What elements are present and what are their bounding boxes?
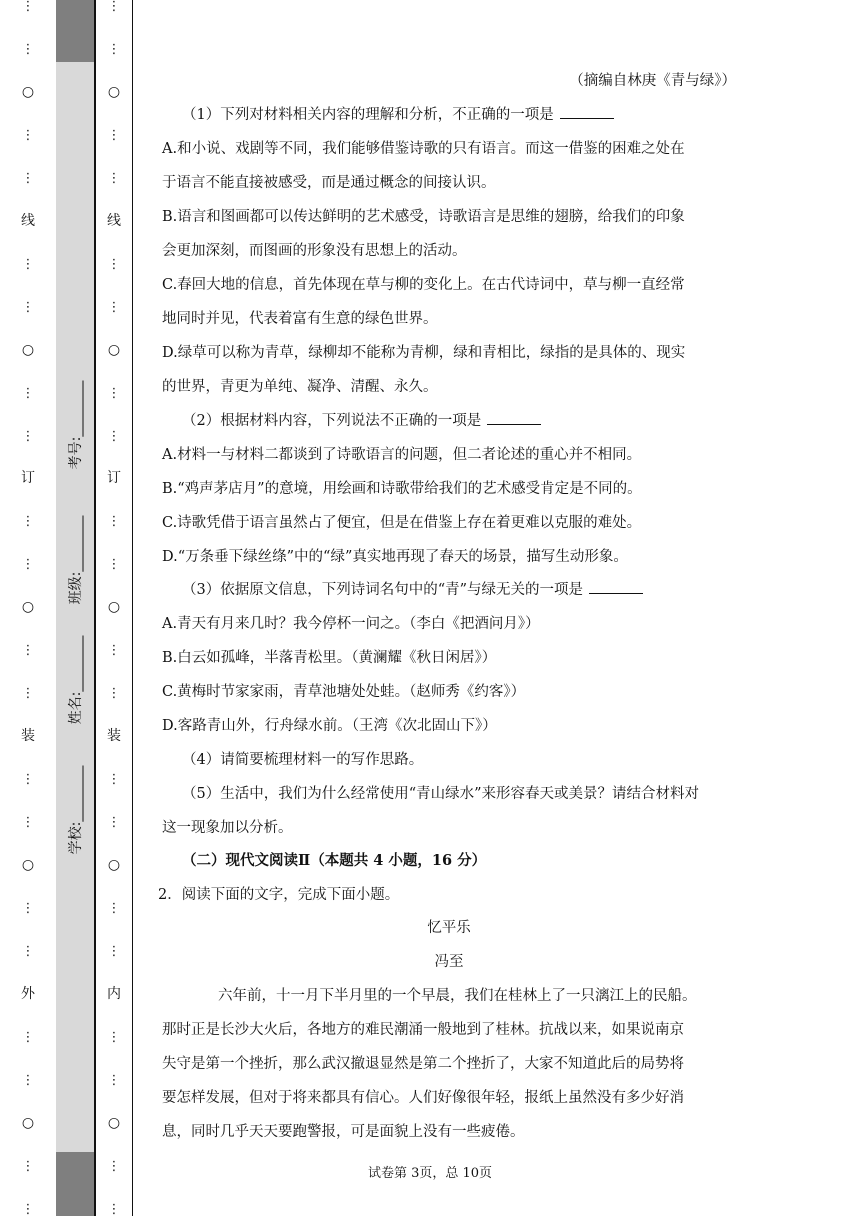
article-paragraph-line: 要怎样发展，但对于将来都具有信心。人们好像很年轻，报纸上虽然没有多少好消 xyxy=(162,1090,684,1106)
class-field[interactable]: 班级:________ xyxy=(68,515,84,605)
binding-label-install: 装 xyxy=(21,728,35,745)
name-field[interactable]: 姓名:________ xyxy=(68,635,84,725)
article-title: 忆平乐 xyxy=(427,920,471,936)
q2-option-a: A.材料一与材料二都谈到了诗歌语言的问题，但二者论述的重心并不相同。 xyxy=(162,447,642,463)
inner-label-line: 线 xyxy=(107,212,121,229)
source-note: （摘编自林庚《青与绿》） xyxy=(569,73,736,89)
article-author: 冯至 xyxy=(434,954,464,970)
school-field[interactable]: 学校:________ xyxy=(68,765,84,855)
q1-option-c: C.春回大地的信息，首先体现在草与柳的变化上。在古代诗词中，草与柳一直经常 xyxy=(162,277,685,293)
article-paragraph-line: 失守是第一个挫折，那么武汉撤退显然是第二个挫折了，大家不知道此后的局势将 xyxy=(162,1056,684,1072)
binding-margin-outer xyxy=(0,0,58,1216)
page-footer: 试卷第 3页，总 10页 xyxy=(367,1166,493,1181)
answer-blank[interactable] xyxy=(560,106,614,119)
inner-label-bind: 订 xyxy=(107,470,121,487)
q3-option-c: C.黄梅时节家家雨，青草池塘处处蛙。（赵师秀《约客》） xyxy=(162,684,526,700)
q3-option-a: A.青天有月来几时？我今停杯一问之。（李白《把酒问月》） xyxy=(162,616,540,632)
q2-stem: （2）根据材料内容，下列说法不正确的一项是 xyxy=(162,412,756,430)
binding-dotted-line-outer: ⋮ ⋮ ○ ⋮ ⋮ 线 ⋮ ⋮ ○ ⋮ ⋮ 订 ⋮ ⋮ ○ ⋮ ⋮ 装 ⋮ ⋮ ○ ⋮ ⋮ 外 ⋮ ⋮ ○ ⋮ ⋮ xyxy=(21,0,35,1217)
q2-option-b: B.“鸡声茅店月”的意境，用绘画和诗歌带给我们的艺术感受肯定是不同的。 xyxy=(162,481,642,497)
q1-option-a-cont: 于语言不能直接被感受，而是通过概念的间接认识。 xyxy=(162,175,496,191)
student-info-fields xyxy=(56,380,94,855)
article-paragraph-line: 那时正是长沙大火后，各地方的难民潮涌一般地到了桂林。抗战以来，如果说南京 xyxy=(162,1022,684,1038)
q5-stem-cont: 这一现象加以分析。 xyxy=(162,820,293,836)
binding-dotted-line-inner: ⋮ ⋮ ○ ⋮ ⋮ 线 ⋮ ⋮ ○ ⋮ ⋮ 订 ⋮ ⋮ ○ ⋮ ⋮ 装 ⋮ ⋮ ○ ⋮ ⋮ 内 ⋮ ⋮ ○ ⋮ ⋮ xyxy=(107,0,121,1217)
q4-stem: （4）请简要梳理材料一的写作思路。 xyxy=(182,752,424,768)
q2-option-d: D.“万条垂下绿丝绦”中的“绿”真实地再现了春天的场景，描写生动形象。 xyxy=(162,549,628,565)
article-paragraph-line: 六年前，十一月下半月里的一个早晨，我们在桂林上了一只漓江上的民船。 xyxy=(218,988,697,1004)
q3-option-b: B.白云如孤峰，半落青松里。（黄澜耀《秋日闲居》） xyxy=(162,650,497,666)
inner-label-inside: 内 xyxy=(107,985,121,1002)
q1-option-b-cont: 会更加深刻，而图画的形象没有思想上的活动。 xyxy=(162,243,467,259)
binding-label-outside: 外 xyxy=(21,985,35,1002)
binding-label-bind: 订 xyxy=(21,470,35,487)
q2-option-c: C.诗歌凭借于语言虽然占了便宜，但是在借鉴上存在着更难以克服的难处。 xyxy=(162,515,642,531)
binding-label-line: 线 xyxy=(21,212,35,229)
q1-option-d-cont: 的世界，青更为单纯、凝净、清醒、永久。 xyxy=(162,379,438,395)
article-paragraph-line: 息，同时几乎天天要跑警报，可是面貌上没有一些疲倦。 xyxy=(162,1124,525,1140)
q1-option-c-cont: 地同时并见，代表着富有生意的绿色世界。 xyxy=(162,311,438,327)
exam-number-field[interactable]: 考号:________ xyxy=(68,380,84,470)
top-dark-block xyxy=(56,0,94,62)
q1-stem: （1）下列对材料相关内容的理解和分析，不正确的一项是 xyxy=(162,106,756,124)
binding-margin-inner xyxy=(96,0,133,1216)
section-heading: （二）现代文阅读Ⅱ（本题共 4 小题，16 分） xyxy=(182,852,487,869)
q3-option-d: D.客路青山外，行舟绿水前。（王湾《次北固山下》） xyxy=(162,718,497,734)
q1-option-b: B.语言和图画都可以传达鲜明的艺术感受，诗歌语言是思维的翅膀，给我们的印象 xyxy=(162,209,685,225)
inner-label-install: 装 xyxy=(107,728,121,745)
q1-option-d: D.绿草可以称为青草，绿柳却不能称为青柳，绿和青相比，绿指的是具体的、现实 xyxy=(162,345,686,361)
q1-option-a: A.和小说、戏剧等不同，我们能够借鉴诗歌的只有语言。而这一借鉴的困难之处在 xyxy=(162,141,685,157)
question-2-intro: 2．阅读下面的文字，完成下面小题。 xyxy=(158,887,400,903)
answer-blank[interactable] xyxy=(589,581,643,594)
q5-stem: （5）生活中，我们为什么经常使用“青山绿水”来形容春天或美景？请结合材料对 xyxy=(182,786,700,802)
answer-blank[interactable] xyxy=(487,412,541,425)
q3-stem: （3）依据原文信息，下列诗词名句中的“青”与绿无关的一项是 xyxy=(162,581,756,599)
